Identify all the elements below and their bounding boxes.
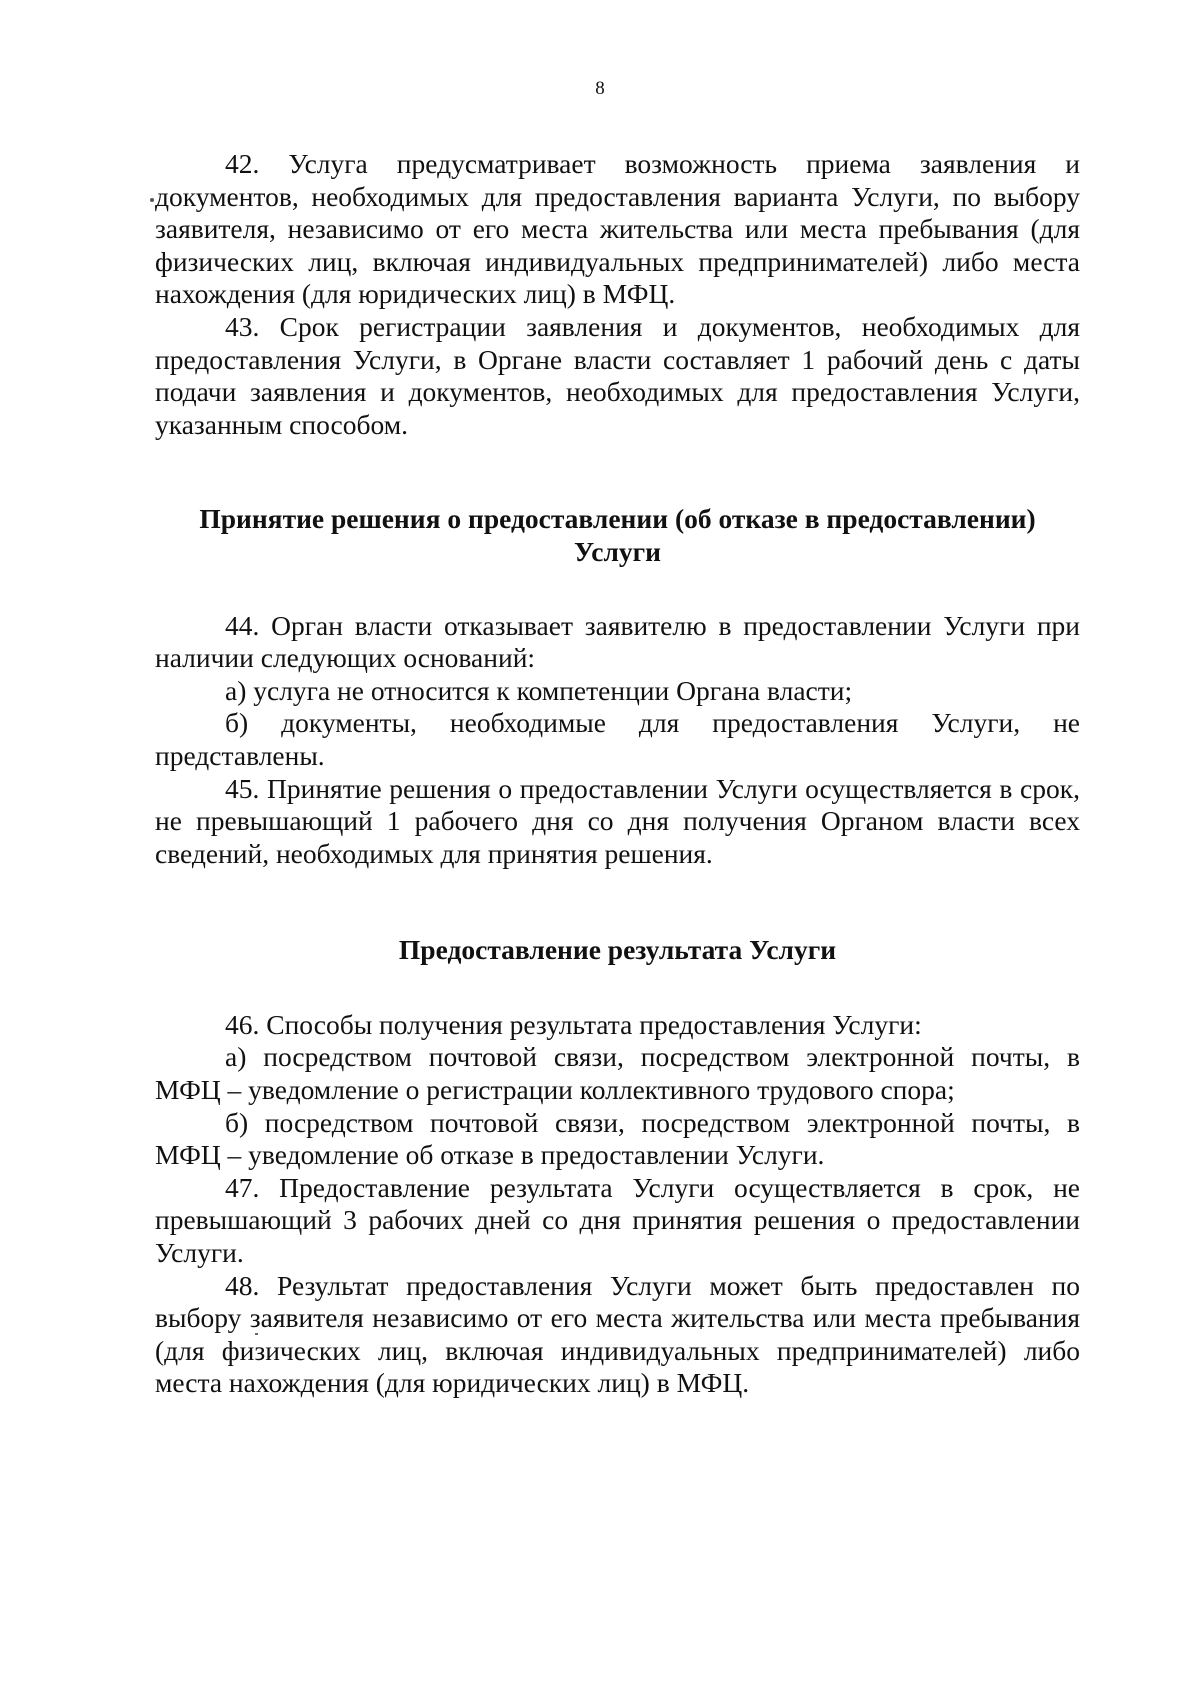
section-heading-result: Предоставление результата Услуги [398,934,837,966]
paragraph-46-b: б) посредством почтовой связи, посредством электронной почты, в МФЦ – уведомление об отказе в предоставлении Услуги. [155,1106,1080,1171]
paragraph-46-a: а) посредством почтовой связи, посредством электронной почты, в МФЦ – уведомление о регистрации коллективного трудового спора; [155,1041,1080,1106]
paragraph-44-a: а) услуга не относится к компетенции Органа власти; [225,674,853,706]
paragraph-48: 48. Результат предоставления Услуги может быть предоставлен по выбору заявителя независимо от его места жительства или места пребывания (для физических лиц, включая индивидуальных предпринимателей) либо места нахождения (для юридических лиц) в МФЦ. [155,1269,1080,1399]
paragraph-45: 45. Принятие решения о предоставлении Услуги осуществляется в срок, не превышающий 1 рабочего дня со дня получения Органом власти всех сведений, необходимых для принятия решения. [155,772,1080,869]
page-number: 8 [595,78,605,99]
scan-dot [150,198,154,202]
paragraph-46: 46. Способы получения результата предоставления Услуги: [225,1008,922,1040]
document-body [155,148,1080,1400]
paragraph-47: 47. Предоставление результата Услуги осуществляется в срок, не превышающий 3 рабочих дней со дня принятия решения о предоставлении Услуги. [155,1171,1080,1269]
paragraph-42: 42. Услуга предусматривает возможность приема заявления и документов, необходимых для предоставления варианта Услуги, по выбору заявителя, независимо от его места жительства или места пребывания (для физических лиц, включая индивидуальных предпринимателей) либо места нахождения (для юридических лиц) в МФЦ. [155,148,1080,310]
paragraph-44: 44. Орган власти отказывает заявителю в предоставлении Услуги при наличии следующих оснований: [155,609,1080,674]
paragraph-44-b: б) документы, необходимые для предоставления Услуги, не представлены. [155,707,1080,771]
paragraph-43: 43. Срок регистрации заявления и документов, необходимых для предоставления Услуги, в Органе власти составляет 1 рабочий день с даты подачи заявления и документов, необходимых для предоставления Услуги, указанным способом. [155,310,1080,440]
section-heading-decision: Принятие решения о предоставлении (об отказе в предоставлении) Услуги [199,503,1036,567]
